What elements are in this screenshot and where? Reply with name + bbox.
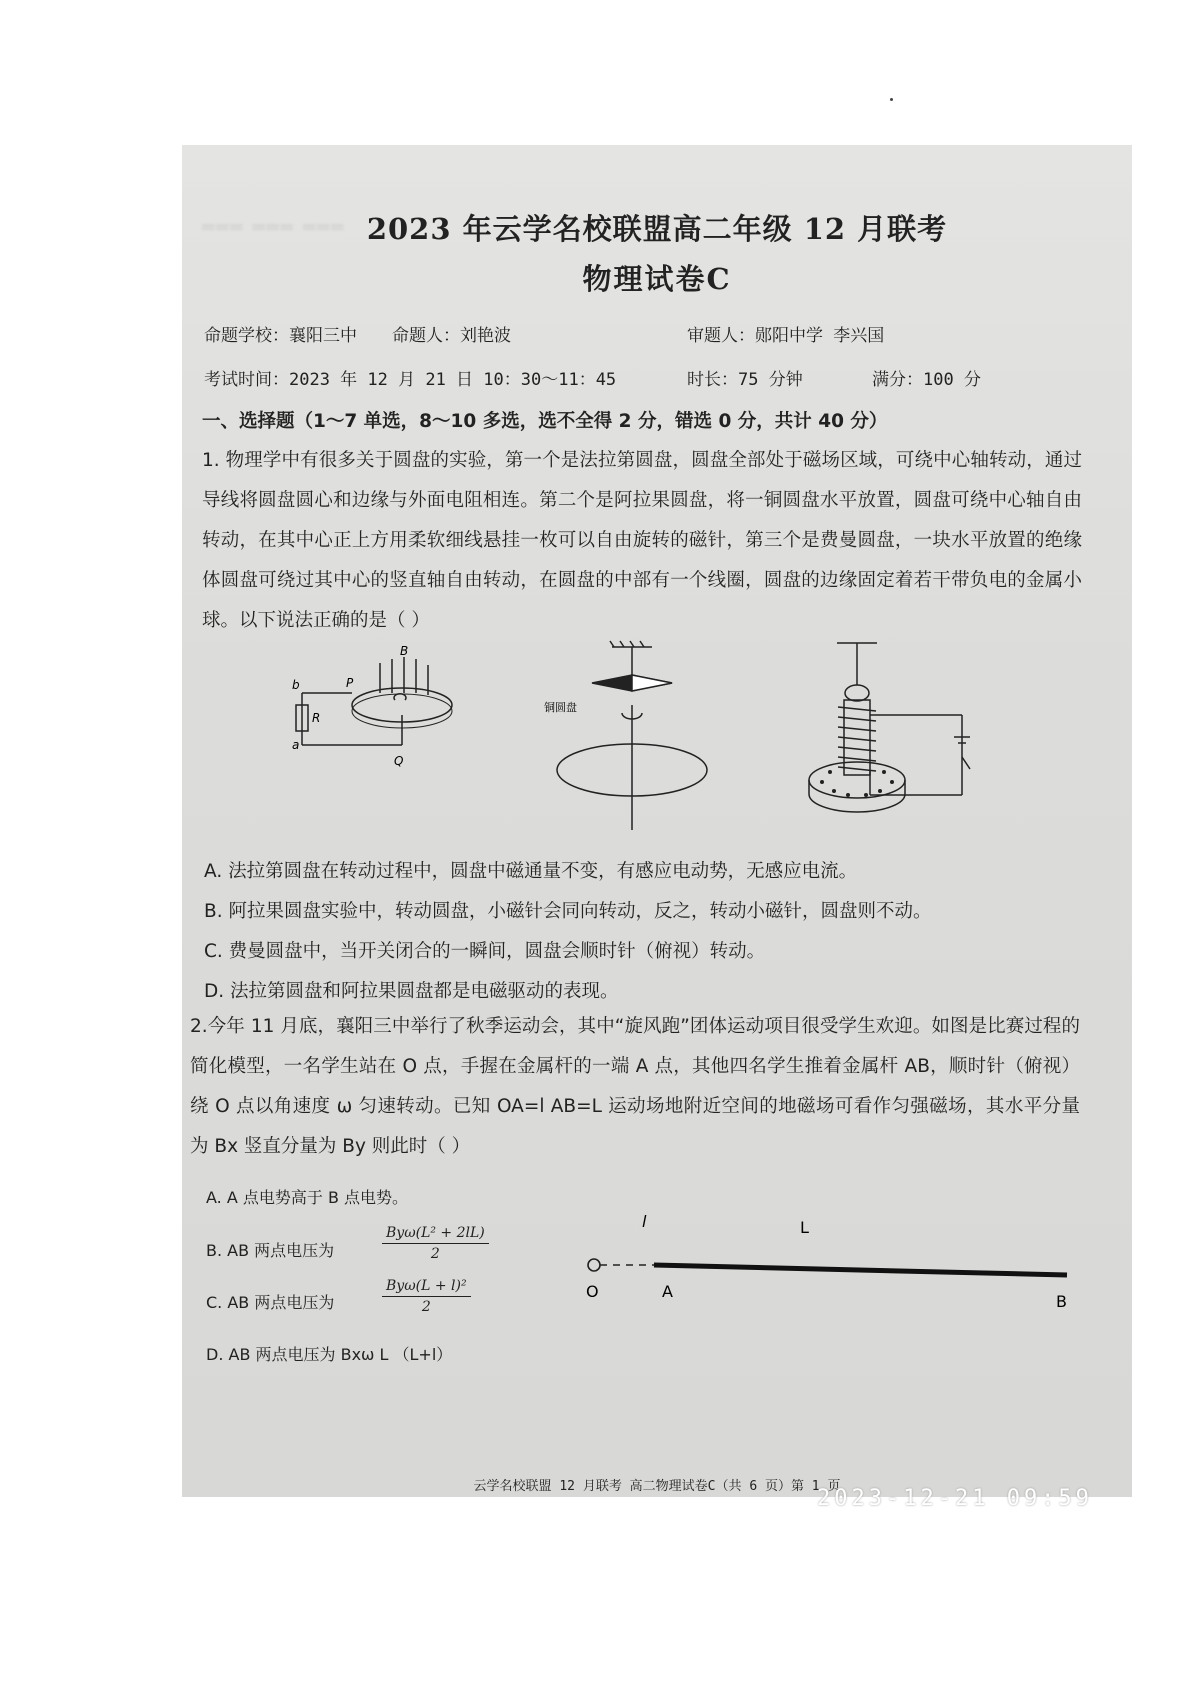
option-c-numerator: Byω(L + l)²: [382, 1278, 471, 1297]
rod-label-l: l: [642, 1212, 647, 1231]
option-b-numerator: Byω(L² + 2lL): [382, 1225, 489, 1244]
question-1-stem: 1. 物理学中有很多关于圆盘的实验，第一个是法拉第圆盘，圆盘全部处于磁场区域，可绕中心轴转动，通过导线将圆盘圆心和边缘与外面电阻相连。第二个是阿拉果圆盘，将一铜圆盘水平放置，圆盘可绕中心轴自由转动，在其中心正上方用柔软细线悬挂一枚可以自由旋转的磁针，第三个是费曼圆盘，一块水平放置的绝缘体圆盘可绕过其中心的竖直轴自由转动，在圆盘的中部有一个线圈，圆盘的边缘固定着若干带负电的金属小球。以下说法正确的是（ ）: [202, 450, 1082, 631]
photo-timestamp: 2023-12-21 09:59: [817, 1486, 1093, 1511]
rod-label-O: O: [586, 1282, 599, 1301]
rod-label-L: L: [800, 1218, 809, 1237]
question-1-figures: [282, 645, 1022, 835]
fig-label-P: P: [346, 676, 354, 690]
question-2-stem: 2.今年 11 月底，襄阳三中举行了秋季运动会，其中“旋风跑”团体运动项目很受学生欢迎。如图是比赛过程的简化模型，一名学生站在 O 点，手握在金属杆的一端 A 点，其他四名学生推着金属杆 AB，顺时针（俯视）绕 O 点以角速度 ω 匀速转动。已知 OA=l AB=L 运动场地附近空间的地磁场可看作匀强磁场，其水平分量为 Bx 竖直分量为 By 则此时（ ）: [190, 1016, 1080, 1157]
question-2-option-c-formula: [382, 1278, 471, 1315]
section-heading: 一、选择题（1～7 单选，8～10 多选，选不全得 2 分，错选 0 分，共计 40 分）: [202, 411, 888, 432]
speck: [890, 98, 893, 101]
question-1-option-b: B. 阿拉果圆盘实验中，转动圆盘，小磁针会同向转动，反之，转动小磁针，圆盘则不动。: [204, 901, 932, 922]
faraday-disk-figure: [296, 657, 452, 745]
reviewer-label: 审题人：郧阳中学 李兴国: [687, 326, 885, 346]
exam-time: 考试时间：2023 年 12 月 21 日 10：30～11：45: [204, 370, 617, 390]
option-c-denominator: 2: [421, 1299, 431, 1315]
fig-label-B: B: [400, 644, 409, 658]
exam-subtitle: 物理试卷C: [582, 262, 732, 296]
duration: 时长：75 分钟: [687, 370, 803, 390]
question-2-option-b-formula: [382, 1225, 489, 1262]
rod-label-B: B: [1056, 1292, 1067, 1311]
page-footer: 云学名校联盟 12 月联考 高二物理试卷C（共 6 页）第 1 页: [473, 1479, 841, 1494]
bleed-through-text: ═══ ═══ ═══: [202, 215, 346, 239]
exam-title: 2023 年云学名校联盟高二年级 12 月联考: [366, 212, 948, 246]
question-2-rod-figure: [582, 1212, 1102, 1335]
fig-label-Q: Q: [394, 754, 404, 768]
rod-label-A: A: [662, 1282, 673, 1301]
question-1-option-c: C. 费曼圆盘中，当开关闭合的一瞬间，圆盘会顺时针（俯视）转动。: [204, 941, 766, 962]
feynman-disk-figure: [809, 643, 970, 812]
fig-label-copper-disk: 铜圆盘: [544, 701, 577, 714]
question-1-option-d: D. 法拉第圆盘和阿拉果圆盘都是电磁驱动的表现。: [204, 981, 619, 1002]
question-1-option-a: A. 法拉第圆盘在转动过程中，圆盘中磁通量不变，有感应电动势，无感应电流。: [204, 861, 858, 882]
full-score: 满分：100 分: [872, 370, 981, 390]
charged-balls: [820, 770, 894, 797]
school-label: 命题学校：襄阳三中: [204, 326, 357, 346]
question-2-option-c: C. AB 两点电压为: [206, 1293, 335, 1312]
option-b-denominator: 2: [430, 1246, 440, 1262]
exam-photo: [182, 145, 1132, 1511]
question-2-option-a: A. A 点电势高于 B 点电势。: [206, 1188, 409, 1207]
fig-label-R: R: [312, 711, 321, 725]
fig-label-b: b: [292, 678, 300, 692]
question-2-option-d: D. AB 两点电压为 Bxω L （L+l）: [206, 1345, 453, 1364]
fig-label-a: a: [292, 738, 300, 752]
arago-disk-figure: [557, 641, 707, 830]
author-label: 命题人：刘艳波: [392, 326, 511, 346]
question-2-option-b: B. AB 两点电压为: [206, 1241, 335, 1260]
